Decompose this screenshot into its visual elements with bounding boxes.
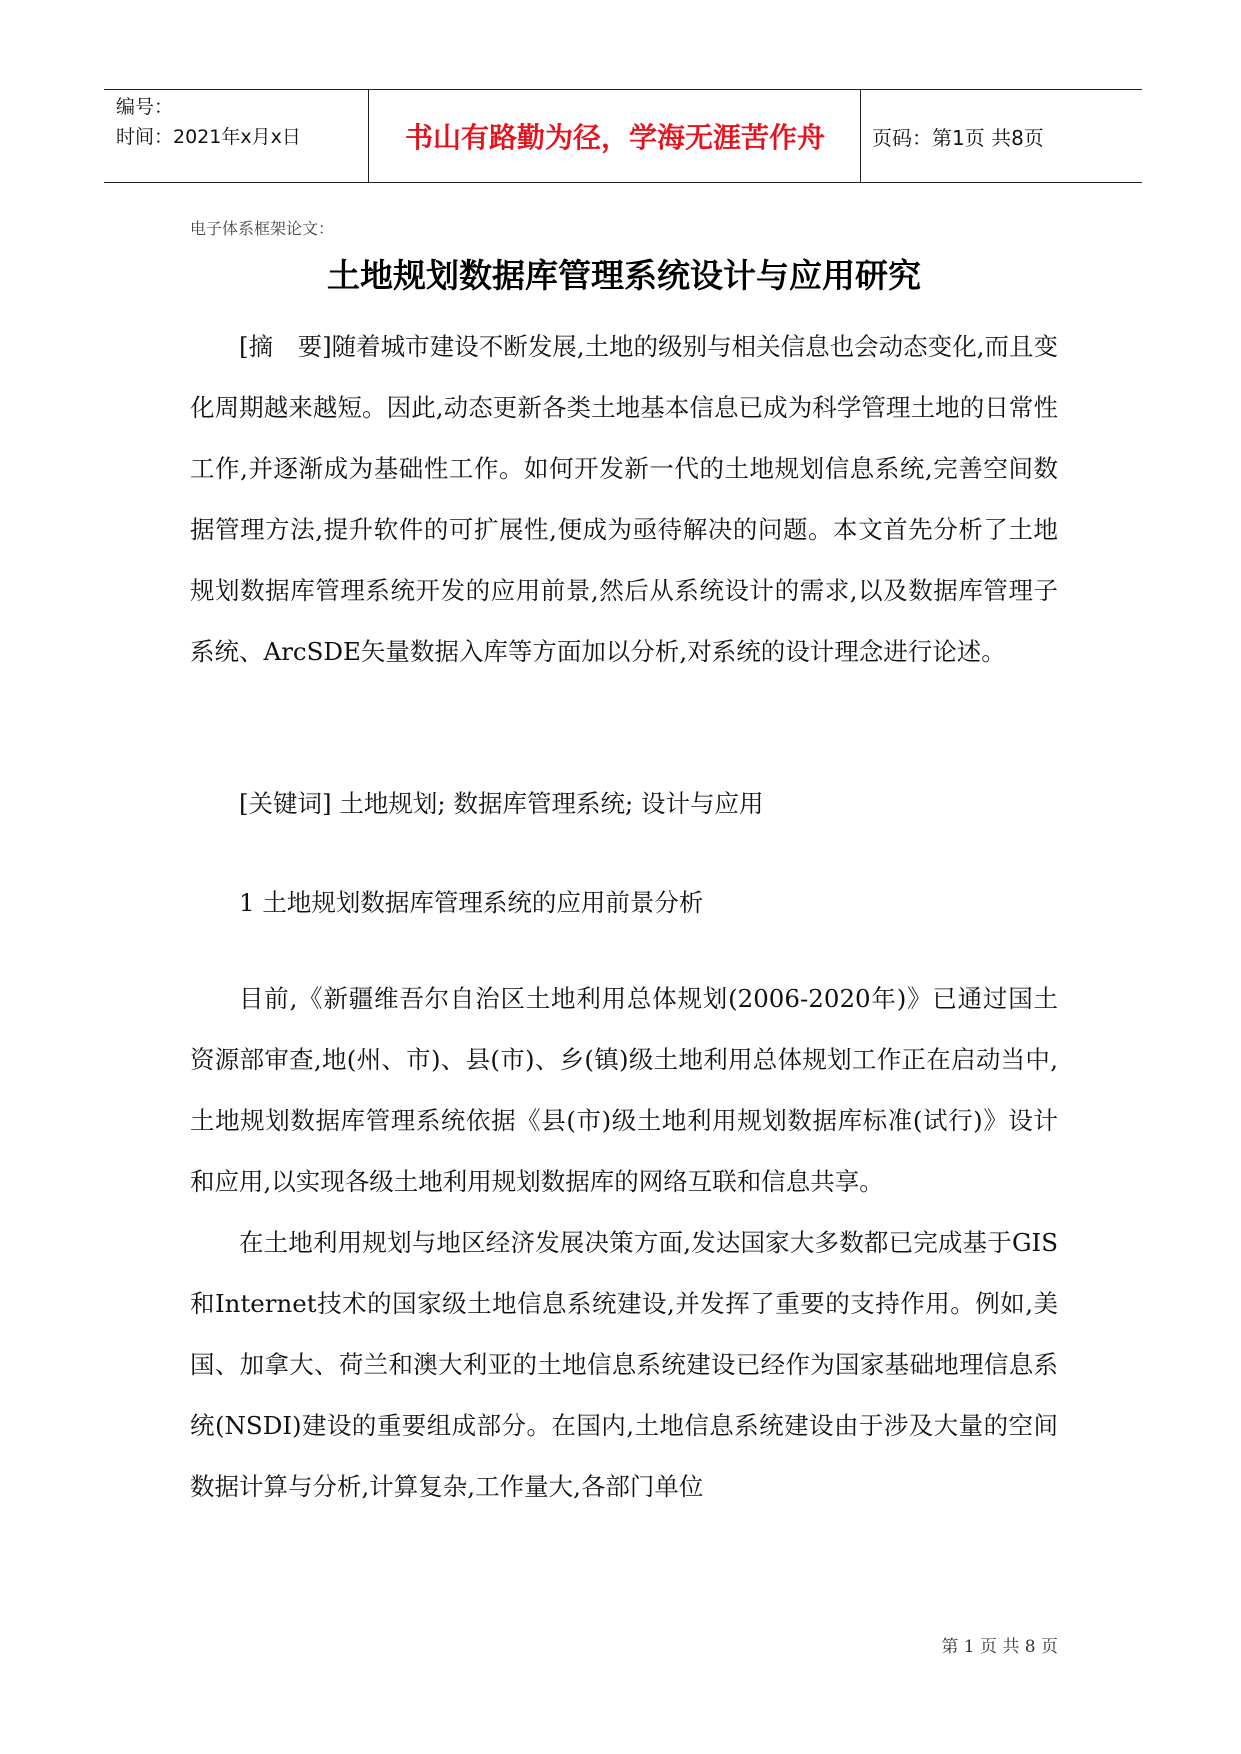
abstract-paragraph: [摘 要]随着城市建设不断发展,土地的级别与相关信息也会动态变化,而且变化周期越来越短。因此,动态更新各类土地基本信息已成为科学管理土地的日常性工作,并逐渐成为基础性工作。如何开发新一代的土地规划信息系统,完善空间数据管理方法,提升软件的可扩展性,便成为亟待解决的问题。本文首先分析了土地规划数据库管理系统开发的应用前景,然后从系统设计的需求,以及数据库管理子系统、ArcSDE矢量数据入库等方面加以分析,对系统的设计理念进行论述。 [190,332,1058,666]
keywords-section [190,773,1058,834]
header-divider-right [860,89,861,183]
keywords-paragraph: [关键词] 土地规划; 数据库管理系统; 设计与应用 [239,789,764,818]
header-page-info: 页码：第1页 共8页 [872,125,1044,150]
document-title: 土地规划数据库管理系统设计与应用研究 [327,256,921,295]
header-divider-left [368,89,369,183]
section-heading-block [190,872,1058,933]
header-time-label: 时间：2021年x月x日 [116,126,301,148]
abstract-section [190,316,1058,682]
header-number-label: 编号： [116,96,174,118]
page-footer: 第 1 页 共 8 页 [941,1637,1058,1657]
body-paragraph: 目前,《新疆维吾尔自治区土地利用总体规划(2006-2020年)》已通过国土资源部审查,地(州、市)、县(市)、乡(镇)级土地利用总体规划工作正在启动当中,土地规划数据库管理系统依据《县(市)级土地利用规划数据库标准(试行)》设计和应用,以实现各级土地利用规划数据库的网络互联和信息共享。 [190,984,1058,1196]
body-text [190,968,1058,1517]
section-heading: 1 土地规划数据库管理系统的应用前景分析 [239,888,704,917]
header-motto: 书山有路勤为径，学海无涯苦作舟 [404,121,825,154]
header-meta [116,92,366,152]
body-paragraph: 在土地利用规划与地区经济发展决策方面,发达国家大多数都已完成基于GIS和Internet技术的国家级土地信息系统建设,并发挥了重要的支持作用。例如,美国、加拿大、荷兰和澳大利亚的土地信息系统建设已经作为国家基础地理信息系统(NSDI)建设的重要组成部分。在国内,土地信息系统建设由于涉及大量的空间数据计算与分析,计算复杂,工作量大,各部门单位 [190,1228,1058,1501]
document-category: 电子体系框架论文： [190,219,335,238]
